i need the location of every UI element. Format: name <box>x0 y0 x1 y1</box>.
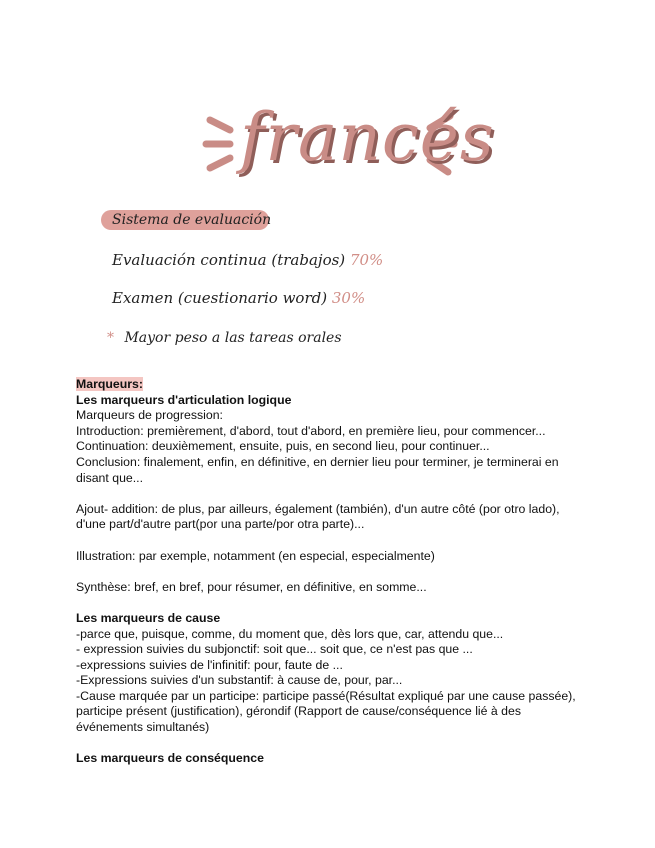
list-item: -Cause marquée par un participe: participe passé(Résultat expliqué par une cause passée), participe présent (justification), gérondif (Rapport de cause/conséquence lié à des événements simultanés) <box>76 688 576 735</box>
ajout-line: Ajout- addition: de plus, par ailleurs, également (también), d'un autre côté (por otro lado), d'une part/d'autre part(por una parte/por otra parte)... <box>76 501 560 532</box>
list-item: -expressions suivies de l'infinitif: pour, faute de ... <box>76 657 343 672</box>
conclusion-line: Conclusion: finalement, enfin, en définitive, en dernier lieu pour terminer, je terminerai en disant que... <box>76 454 559 485</box>
evaluation-row-percent: 30% <box>331 289 366 307</box>
cause-heading: Les marqueurs de cause <box>76 610 221 625</box>
articulation-heading: Les marqueurs d'articulation logique <box>76 392 292 407</box>
continuation-line: Continuation: deuxièmement, ensuite, puis, en second lieu, pour continuer... <box>76 439 490 454</box>
evaluation-row-label: Examen (cuestionario word) <box>112 289 328 307</box>
synthese-line: Synthèse: bref, en bref, pour résumer, en définitive, en somme... <box>76 579 427 594</box>
consequence-heading: Les marqueurs de conséquence <box>76 751 264 766</box>
evaluation-heading: Sistema de evaluación <box>112 212 272 228</box>
evaluation-row-percent: 70% <box>349 251 384 269</box>
list-item: -Expressions suivies d'un substantif: à cause de, pour, par... <box>76 673 403 688</box>
introduction-line: Introduction: premièrement, d'abord, tout d'abord, en première lieu, pour commencer... <box>76 423 546 438</box>
evaluation-note <box>107 328 342 348</box>
notes-body <box>76 377 581 767</box>
marqueurs-heading: Marqueurs: <box>76 377 143 391</box>
list-item: - expression suivies du subjonctif: soit que... soit que, ce n'est pas que ... <box>76 642 473 657</box>
list-item: -parce que, puisque, comme, du moment que, dès lors que, car, attendu que... <box>76 626 504 641</box>
title-block <box>200 92 495 202</box>
progression-label: Marqueurs de progression: <box>76 408 223 423</box>
illustration-line: Illustration: par exemple, notamment (en especial, especialmente) <box>76 548 435 563</box>
evaluation-row-exam <box>112 288 365 308</box>
evaluation-note-text: Mayor peso a las tareas orales <box>124 330 342 346</box>
evaluation-row-label: Evaluación continua (trabajos) <box>112 251 346 269</box>
page-title: francés <box>240 99 495 176</box>
asterisk-icon: * <box>107 330 114 346</box>
evaluation-row-continuous <box>112 250 383 270</box>
